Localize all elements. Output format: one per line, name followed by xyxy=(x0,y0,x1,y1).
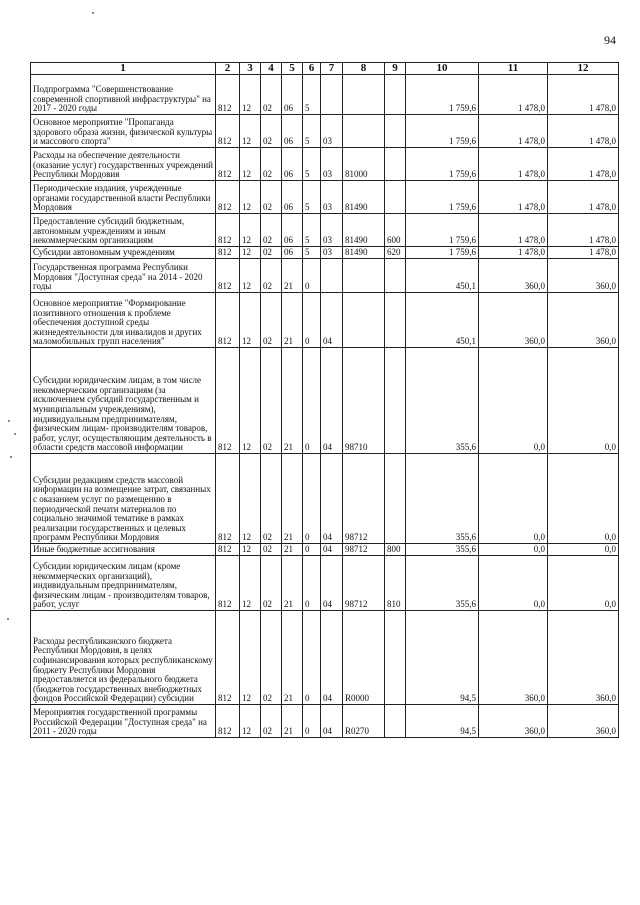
row-name-cell: Предоставление субсидий бюджетным, автономным учреждениям и иным некоммерческим организациям xyxy=(31,214,216,247)
column-header: 3 xyxy=(240,63,261,75)
amount-cell: 1 759,6 xyxy=(406,214,479,247)
column-header: 6 xyxy=(303,63,321,75)
code-cell xyxy=(385,705,406,738)
code-cell: 0 xyxy=(303,556,321,611)
table-row xyxy=(31,705,619,738)
row-name-cell: Расходы на обеспечение деятельности (оказание услуг) государственных учреждений Республики Мордовия xyxy=(31,148,216,181)
amount-cell: 360,0 xyxy=(479,611,548,705)
amount-cell: 360,0 xyxy=(479,293,548,348)
code-cell: 5 xyxy=(303,148,321,181)
code-cell: 02 xyxy=(261,247,282,259)
code-cell xyxy=(385,348,406,454)
code-cell: 812 xyxy=(216,148,240,181)
amount-cell: 0,0 xyxy=(479,544,548,556)
code-cell: 02 xyxy=(261,611,282,705)
row-name-cell: Расходы республиканского бюджета Республики Мордовия, в целях софинансирования которых республиканскому бюджету Республики Мордовия предоставляется из федерального бюджета (бюджетов государственных внебюджетных фондов Российской Федерации) субсидии xyxy=(31,611,216,705)
code-cell: 12 xyxy=(240,348,261,454)
table-row xyxy=(31,115,619,148)
code-cell: 812 xyxy=(216,214,240,247)
amount-cell: 360,0 xyxy=(479,259,548,293)
amount-cell: 0,0 xyxy=(548,556,619,611)
code-cell: 0 xyxy=(303,293,321,348)
code-cell: 02 xyxy=(261,556,282,611)
budget-table xyxy=(30,62,619,738)
amount-cell: 355,6 xyxy=(406,544,479,556)
code-cell: 21 xyxy=(282,705,303,738)
code-cell: 21 xyxy=(282,293,303,348)
column-header: 1 xyxy=(31,63,216,75)
code-cell: 02 xyxy=(261,259,282,293)
table-header-row xyxy=(31,63,619,75)
code-cell: 0 xyxy=(303,259,321,293)
column-header: 12 xyxy=(548,63,619,75)
code-cell: 812 xyxy=(216,544,240,556)
code-cell: 21 xyxy=(282,348,303,454)
code-cell: 12 xyxy=(240,148,261,181)
amount-cell: 355,6 xyxy=(406,348,479,454)
row-name-cell: Мероприятия государственной программы Российской Федерации "Доступная среда" на 2011 - 2020 годы xyxy=(31,705,216,738)
table-row xyxy=(31,293,619,348)
row-name-cell: Периодические издания, учрежденные органами государственной власти Республики Мордовия xyxy=(31,181,216,214)
column-header: 5 xyxy=(282,63,303,75)
code-cell: 12 xyxy=(240,181,261,214)
amount-cell: 1 478,0 xyxy=(548,148,619,181)
row-name-cell: Подпрограмма "Совершенствование современной спортивной инфраструктуры" на 2017 - 2020 годы xyxy=(31,75,216,115)
column-header: 11 xyxy=(479,63,548,75)
code-cell: 5 xyxy=(303,247,321,259)
row-name-cell: Основное мероприятие "Формирование позитивного отношения к проблеме обеспечения доступной среды жизнедеятельности для инвалидов и других маломобильных групп населения" xyxy=(31,293,216,348)
code-cell: 12 xyxy=(240,454,261,544)
table-row xyxy=(31,181,619,214)
amount-cell: 1 478,0 xyxy=(479,247,548,259)
code-cell: 04 xyxy=(321,454,343,544)
table-row xyxy=(31,148,619,181)
amount-cell: 450,1 xyxy=(406,259,479,293)
scan-speck xyxy=(10,456,12,458)
code-cell: 02 xyxy=(261,181,282,214)
code-cell: 03 xyxy=(321,214,343,247)
code-cell: 04 xyxy=(321,293,343,348)
amount-cell: 0,0 xyxy=(548,348,619,454)
code-cell: 812 xyxy=(216,115,240,148)
code-cell: 98712 xyxy=(343,556,385,611)
row-name-cell: Основное мероприятие "Пропаганда здорового образа жизни, физической культуры и массового спорта" xyxy=(31,115,216,148)
column-header: 2 xyxy=(216,63,240,75)
scan-speck xyxy=(8,420,10,422)
code-cell: 02 xyxy=(261,75,282,115)
code-cell: 600 xyxy=(385,214,406,247)
code-cell: 02 xyxy=(261,544,282,556)
code-cell: 12 xyxy=(240,611,261,705)
code-cell: 04 xyxy=(321,544,343,556)
code-cell: 812 xyxy=(216,705,240,738)
row-name-cell: Субсидии юридическим лицам (кроме некоммерческих организаций), индивидуальным предпринимателям, физическим лицам - производителям товаров, работ, услуг xyxy=(31,556,216,611)
amount-cell: 0,0 xyxy=(479,454,548,544)
code-cell: 812 xyxy=(216,556,240,611)
table-row xyxy=(31,247,619,259)
amount-cell: 1 478,0 xyxy=(479,115,548,148)
code-cell xyxy=(343,293,385,348)
code-cell: 06 xyxy=(282,115,303,148)
amount-cell: 355,6 xyxy=(406,556,479,611)
code-cell: 98712 xyxy=(343,544,385,556)
column-header: 10 xyxy=(406,63,479,75)
table-row xyxy=(31,75,619,115)
code-cell xyxy=(343,115,385,148)
code-cell: 12 xyxy=(240,556,261,611)
amount-cell: 1 759,6 xyxy=(406,148,479,181)
code-cell: 06 xyxy=(282,181,303,214)
amount-cell: 0,0 xyxy=(479,556,548,611)
code-cell: 04 xyxy=(321,705,343,738)
amount-cell: 360,0 xyxy=(479,705,548,738)
code-cell: 02 xyxy=(261,454,282,544)
code-cell: 81490 xyxy=(343,181,385,214)
amount-cell: 1 478,0 xyxy=(479,75,548,115)
code-cell xyxy=(385,148,406,181)
amount-cell: 360,0 xyxy=(548,705,619,738)
code-cell: 03 xyxy=(321,247,343,259)
amount-cell: 0,0 xyxy=(548,454,619,544)
amount-cell: 1 478,0 xyxy=(548,115,619,148)
amount-cell: 1 478,0 xyxy=(548,181,619,214)
code-cell: 03 xyxy=(321,148,343,181)
code-cell: 98712 xyxy=(343,454,385,544)
code-cell: 21 xyxy=(282,454,303,544)
code-cell: 12 xyxy=(240,115,261,148)
code-cell: 12 xyxy=(240,75,261,115)
code-cell: 812 xyxy=(216,247,240,259)
amount-cell: 1 478,0 xyxy=(548,75,619,115)
scan-speck xyxy=(92,12,94,14)
code-cell: 12 xyxy=(240,247,261,259)
code-cell: 12 xyxy=(240,705,261,738)
code-cell xyxy=(385,181,406,214)
row-name-cell: Субсидии юридическим лицам, в том числе некоммерческим организациям (за исключением субсидий государственным и муниципальным учреждениям), индивидуальным предпринимателям, физическим лицам- производителям товаров, работ, услуг, осуществляющим деятельность в области средств массовой информации xyxy=(31,348,216,454)
code-cell: 0 xyxy=(303,705,321,738)
code-cell: 0 xyxy=(303,348,321,454)
code-cell: 12 xyxy=(240,544,261,556)
code-cell xyxy=(343,259,385,293)
code-cell: 0 xyxy=(303,454,321,544)
code-cell xyxy=(385,293,406,348)
code-cell: 812 xyxy=(216,611,240,705)
table-row xyxy=(31,454,619,544)
code-cell: 12 xyxy=(240,214,261,247)
code-cell xyxy=(385,611,406,705)
amount-cell: 1 759,6 xyxy=(406,115,479,148)
code-cell: 21 xyxy=(282,544,303,556)
code-cell: 02 xyxy=(261,705,282,738)
code-cell: 98710 xyxy=(343,348,385,454)
code-cell: 812 xyxy=(216,454,240,544)
amount-cell: 1 478,0 xyxy=(548,214,619,247)
code-cell xyxy=(321,75,343,115)
column-header: 9 xyxy=(385,63,406,75)
code-cell: 812 xyxy=(216,348,240,454)
code-cell: 04 xyxy=(321,611,343,705)
column-header: 7 xyxy=(321,63,343,75)
code-cell: 812 xyxy=(216,181,240,214)
row-name-cell: Государственная программа Республики Мордовия "Доступная среда" на 2014 - 2020 годы xyxy=(31,259,216,293)
amount-cell: 1 759,6 xyxy=(406,181,479,214)
amount-cell: 360,0 xyxy=(548,611,619,705)
code-cell: 03 xyxy=(321,181,343,214)
code-cell: 0 xyxy=(303,544,321,556)
code-cell: 21 xyxy=(282,611,303,705)
code-cell: 12 xyxy=(240,293,261,348)
code-cell xyxy=(343,75,385,115)
code-cell: 02 xyxy=(261,293,282,348)
amount-cell: 360,0 xyxy=(548,293,619,348)
code-cell: 812 xyxy=(216,75,240,115)
code-cell: 02 xyxy=(261,115,282,148)
code-cell: 02 xyxy=(261,148,282,181)
amount-cell: 1 478,0 xyxy=(548,247,619,259)
code-cell: 03 xyxy=(321,115,343,148)
amount-cell: 450,1 xyxy=(406,293,479,348)
scan-speck xyxy=(7,618,9,620)
code-cell: 81490 xyxy=(343,247,385,259)
column-header: 4 xyxy=(261,63,282,75)
code-cell: 812 xyxy=(216,259,240,293)
table-row xyxy=(31,544,619,556)
table-row xyxy=(31,214,619,247)
code-cell: 620 xyxy=(385,247,406,259)
code-cell: 5 xyxy=(303,214,321,247)
code-cell xyxy=(385,259,406,293)
amount-cell: 1 478,0 xyxy=(479,181,548,214)
code-cell: 5 xyxy=(303,115,321,148)
code-cell: 12 xyxy=(240,259,261,293)
amount-cell: 1 478,0 xyxy=(479,148,548,181)
amount-cell: 1 759,6 xyxy=(406,247,479,259)
code-cell: R0270 xyxy=(343,705,385,738)
code-cell: 06 xyxy=(282,214,303,247)
code-cell: 06 xyxy=(282,247,303,259)
code-cell xyxy=(385,115,406,148)
code-cell: R0000 xyxy=(343,611,385,705)
code-cell xyxy=(321,259,343,293)
code-cell: 21 xyxy=(282,556,303,611)
row-name-cell: Иные бюджетные ассигнования xyxy=(31,544,216,556)
amount-cell: 1 478,0 xyxy=(479,214,548,247)
code-cell: 21 xyxy=(282,259,303,293)
table-row xyxy=(31,259,619,293)
code-cell: 04 xyxy=(321,556,343,611)
code-cell: 02 xyxy=(261,214,282,247)
amount-cell: 1 759,6 xyxy=(406,75,479,115)
code-cell: 02 xyxy=(261,348,282,454)
amount-cell: 0,0 xyxy=(548,544,619,556)
table-row xyxy=(31,348,619,454)
code-cell: 800 xyxy=(385,544,406,556)
amount-cell: 360,0 xyxy=(548,259,619,293)
scan-speck xyxy=(14,433,16,435)
code-cell: 810 xyxy=(385,556,406,611)
code-cell: 06 xyxy=(282,75,303,115)
page-number: 94 xyxy=(604,33,616,47)
code-cell: 06 xyxy=(282,148,303,181)
code-cell: 812 xyxy=(216,293,240,348)
code-cell xyxy=(385,75,406,115)
table-row xyxy=(31,611,619,705)
amount-cell: 94,5 xyxy=(406,705,479,738)
table-row xyxy=(31,556,619,611)
row-name-cell: Субсидии автономным учреждениям xyxy=(31,247,216,259)
code-cell xyxy=(385,454,406,544)
code-cell: 5 xyxy=(303,75,321,115)
code-cell: 04 xyxy=(321,348,343,454)
column-header: 8 xyxy=(343,63,385,75)
amount-cell: 0,0 xyxy=(479,348,548,454)
code-cell: 5 xyxy=(303,181,321,214)
amount-cell: 355,6 xyxy=(406,454,479,544)
code-cell: 81000 xyxy=(343,148,385,181)
amount-cell: 94,5 xyxy=(406,611,479,705)
code-cell: 0 xyxy=(303,611,321,705)
row-name-cell: Субсидии редакциям средств массовой информации на возмещение затрат, связанных с оказанием услуг по размещению в периодической печати материалов по социально значимой тематике в рамках реализации государственных и целевых программ Республики Мордовия xyxy=(31,454,216,544)
code-cell: 81490 xyxy=(343,214,385,247)
